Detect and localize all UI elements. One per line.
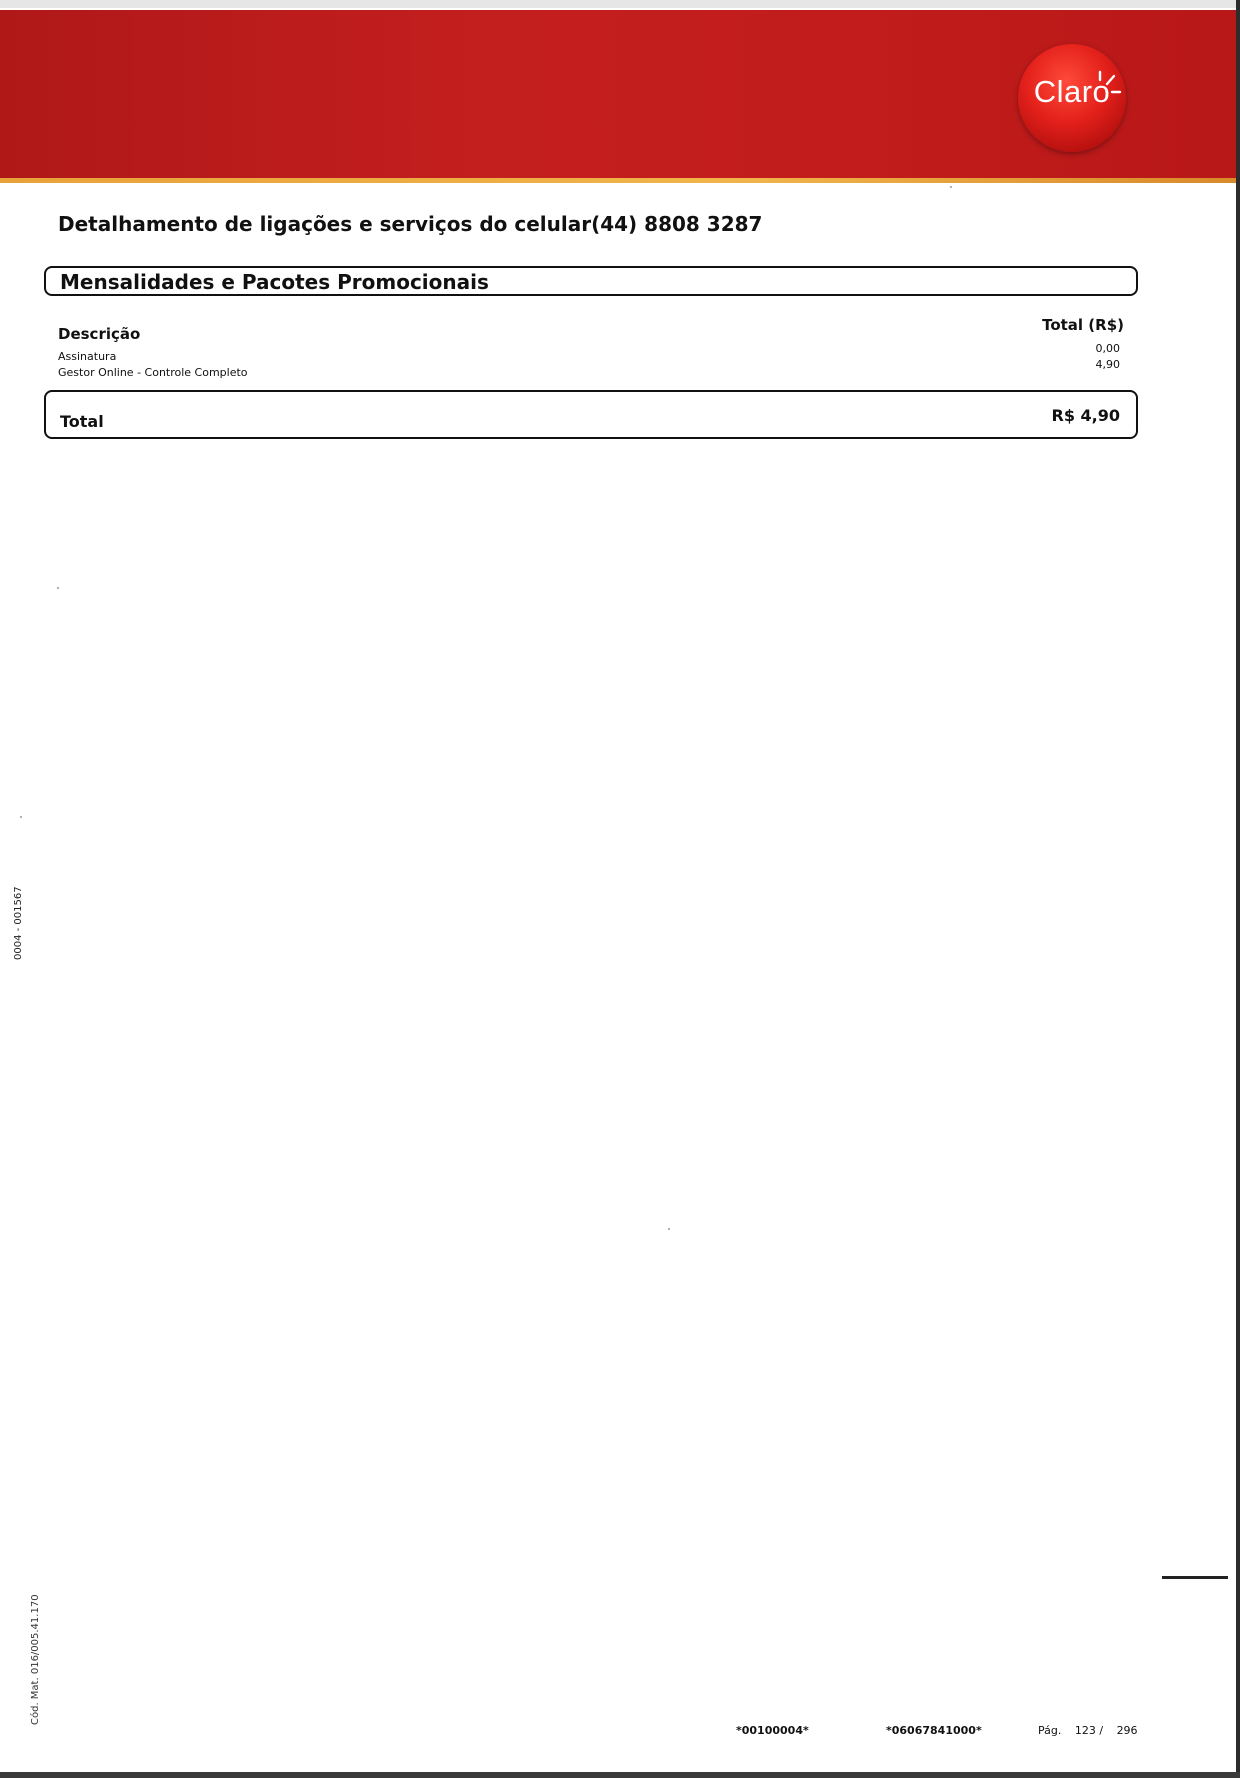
page-number [1038, 1724, 1148, 1737]
scan-speck [668, 1228, 670, 1230]
list-item [58, 342, 1120, 366]
footer-code-1: *00100004* [736, 1724, 809, 1737]
scan-edge-bottom [0, 1772, 1240, 1778]
list-item [58, 358, 1120, 382]
scan-edge-top [0, 0, 1240, 8]
page-total: 296 [1116, 1724, 1138, 1737]
footer-code-2: *06067841000* [886, 1724, 982, 1737]
section-header-box [44, 266, 1138, 296]
total-box [44, 390, 1138, 439]
document-title: Detalhamento de ligações e serviços do celular(44) 8808 3287 [58, 212, 763, 236]
logo-rays-icon [1094, 70, 1124, 100]
header-band [0, 10, 1236, 178]
item-description: Gestor Online - Controle Completo [58, 366, 248, 379]
claro-logo [1018, 44, 1126, 152]
item-value: 0,00 [1095, 342, 1120, 355]
scan-speck [57, 587, 59, 589]
page-label: Pág. [1038, 1724, 1062, 1737]
page-mark [1162, 1576, 1228, 1579]
scan-edge-right [1236, 0, 1240, 1778]
logo-text: Claro [1033, 74, 1111, 109]
scan-speck [20, 816, 22, 818]
side-batch-code: 0004 - 001567 [13, 886, 24, 960]
column-header-description: Descrição [58, 325, 141, 343]
material-code: Cód. Mat. 016/005.41.170 [30, 1594, 41, 1725]
item-value: 4,90 [1095, 358, 1120, 371]
total-value: R$ 4,90 [1051, 406, 1120, 425]
page-current: 123 / [1074, 1724, 1104, 1737]
scan-speck [950, 186, 952, 188]
column-header-total: Total (R$) [1042, 316, 1124, 334]
total-label: Total [60, 412, 104, 431]
section-title: Mensalidades e Pacotes Promocionais [60, 270, 489, 294]
item-description: Assinatura [58, 350, 117, 363]
